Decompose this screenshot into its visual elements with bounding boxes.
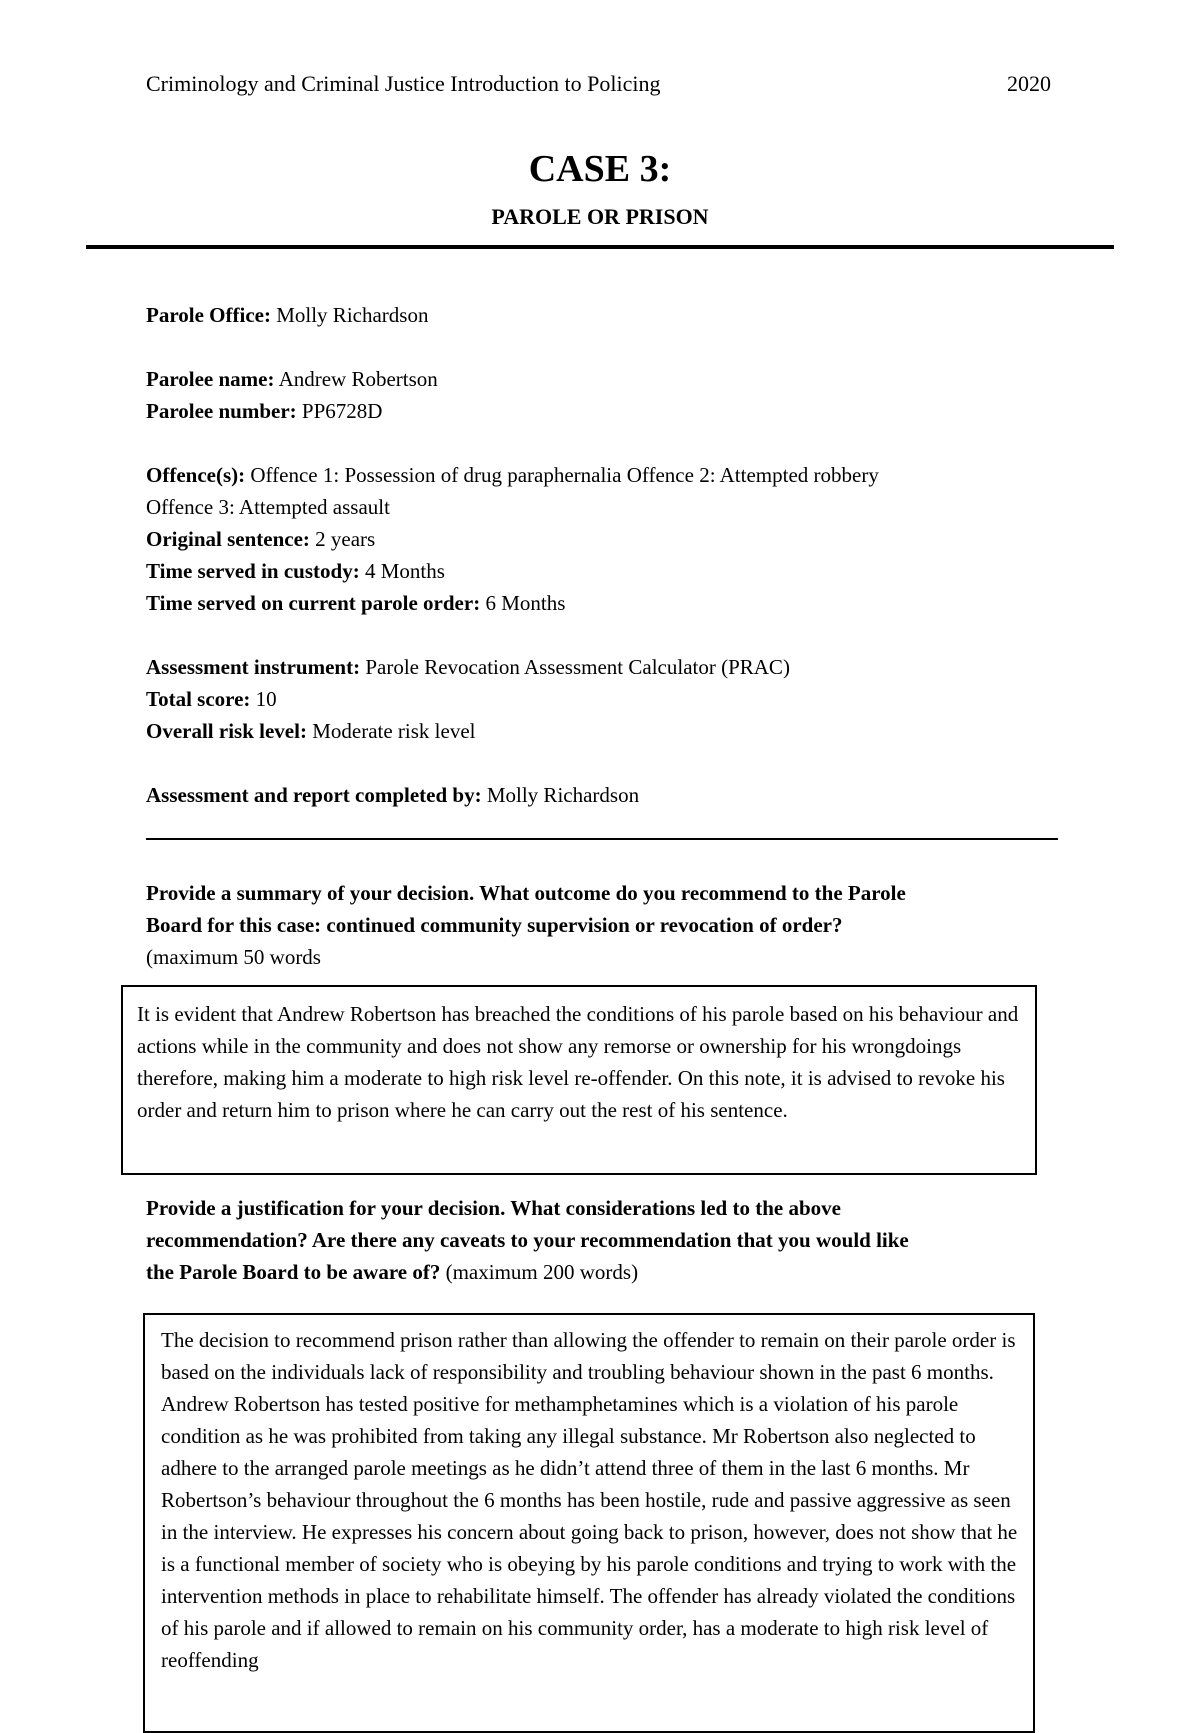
justification-answer-text: The decision to recommend prison rather than allowing the offender to remain on their parole order is based on the individuals lack of responsibility and troubling behaviour shown in the past 6 months. Andrew Robertson has tested positive for methamphetamines which is a violation of his parole condition as he was prohibited from taking any illegal substance. Mr Robertson also neglected to adhere to the arranged parole meetings as he didn’t attend three of them in the last 6 months. Mr Robertson’s behaviour throughout the 6 months has been hostile, rude and passive aggressive as seen in the interview. He expresses his concern about going back to prison, however, does not show that he is a functional member of society who is obeying by his parole conditions and trying to work with the intervention methods in place to rehabilitate himself. The offender has already violated the conditions of his parole and if allowed to remain on his community order, has a moderate to high risk level of reoffending (161, 1328, 1018, 1672)
summary-answer-box (121, 985, 1037, 1175)
header-year: 2020 (1007, 71, 1051, 96)
offences-field (146, 460, 1066, 490)
header-course: Criminology and Criminal Justice Introduction to Policing (146, 71, 661, 96)
original-sentence-field (146, 524, 1066, 554)
parolee-number-value: PP6728D (296, 399, 383, 423)
instrument-field (146, 652, 1066, 682)
justification-question (146, 1192, 1066, 1288)
original-sentence-value: 2 years (309, 527, 376, 551)
total-score-field (146, 684, 1066, 714)
parolee-name-label: Parolee name: (146, 367, 275, 391)
total-score-label: Total score: (146, 687, 251, 711)
parolee-name-field (146, 364, 1066, 394)
summary-question-line1: Provide a summary of your decision. What outcome do you recommend to the Parole (146, 881, 906, 905)
section-divider (146, 838, 1058, 840)
summary-question (146, 877, 1066, 973)
summary-question-line2: Board for this case: continued community supervision or revocation of order? (146, 913, 843, 937)
title-divider (86, 245, 1114, 249)
time-custody-value: 4 Months (359, 559, 445, 583)
completed-by-field (146, 780, 1066, 810)
justification-question-note: (maximum 200 words) (440, 1260, 639, 1284)
parole-office-field (146, 300, 1066, 330)
summary-question-note: (maximum 50 words (146, 945, 321, 969)
offences-value: Offence 1: Possession of drug paraphernalia Offence 2: Attempted robbery (245, 463, 879, 487)
time-custody-field (146, 556, 1066, 586)
justification-question-line3: the Parole Board to be aware of? (146, 1260, 441, 1284)
justification-question-line2: recommendation? Are there any caveats to your recommendation that you would like (146, 1228, 909, 1252)
parolee-name-value: Andrew Robertson (274, 367, 438, 391)
original-sentence-label: Original sentence: (146, 527, 310, 551)
justification-answer-box (143, 1313, 1035, 1733)
case-subtitle: PAROLE OR PRISON (491, 204, 709, 229)
time-custody-label: Time served in custody: (146, 559, 360, 583)
completed-by-value: Molly Richardson (481, 783, 640, 807)
time-parole-value: 6 Months (480, 591, 566, 615)
risk-level-field (146, 716, 1066, 746)
risk-level-value: Moderate risk level (306, 719, 476, 743)
parole-office-value: Molly Richardson (270, 303, 429, 327)
offences-value-line2: Offence 3: Attempted assault (146, 495, 390, 519)
justification-question-line1: Provide a justification for your decision. What considerations led to the above (146, 1196, 841, 1220)
total-score-value: 10 (250, 687, 277, 711)
offences-field-line2 (146, 492, 1066, 522)
parole-office-label: Parole Office: (146, 303, 271, 327)
case-title: CASE 3: (528, 148, 672, 190)
time-parole-field (146, 588, 1066, 618)
instrument-value: Parole Revocation Assessment Calculator (PRAC) (360, 655, 790, 679)
completed-by-label: Assessment and report completed by: (146, 783, 482, 807)
parolee-number-field (146, 396, 1066, 426)
parolee-number-label: Parolee number: (146, 399, 297, 423)
offences-label: Offence(s): (146, 463, 246, 487)
time-parole-label: Time served on current parole order: (146, 591, 481, 615)
instrument-label: Assessment instrument: (146, 655, 361, 679)
summary-answer-text: It is evident that Andrew Robertson has breached the conditions of his parole based on his behaviour and actions while in the community and does not show any remorse or ownership for his wrongdoings therefore, making him a moderate to high risk level re-offender. On this note, it is advised to revoke his order and return him to prison where he can carry out the rest of his sentence. (137, 1002, 1019, 1122)
risk-level-label: Overall risk level: (146, 719, 307, 743)
